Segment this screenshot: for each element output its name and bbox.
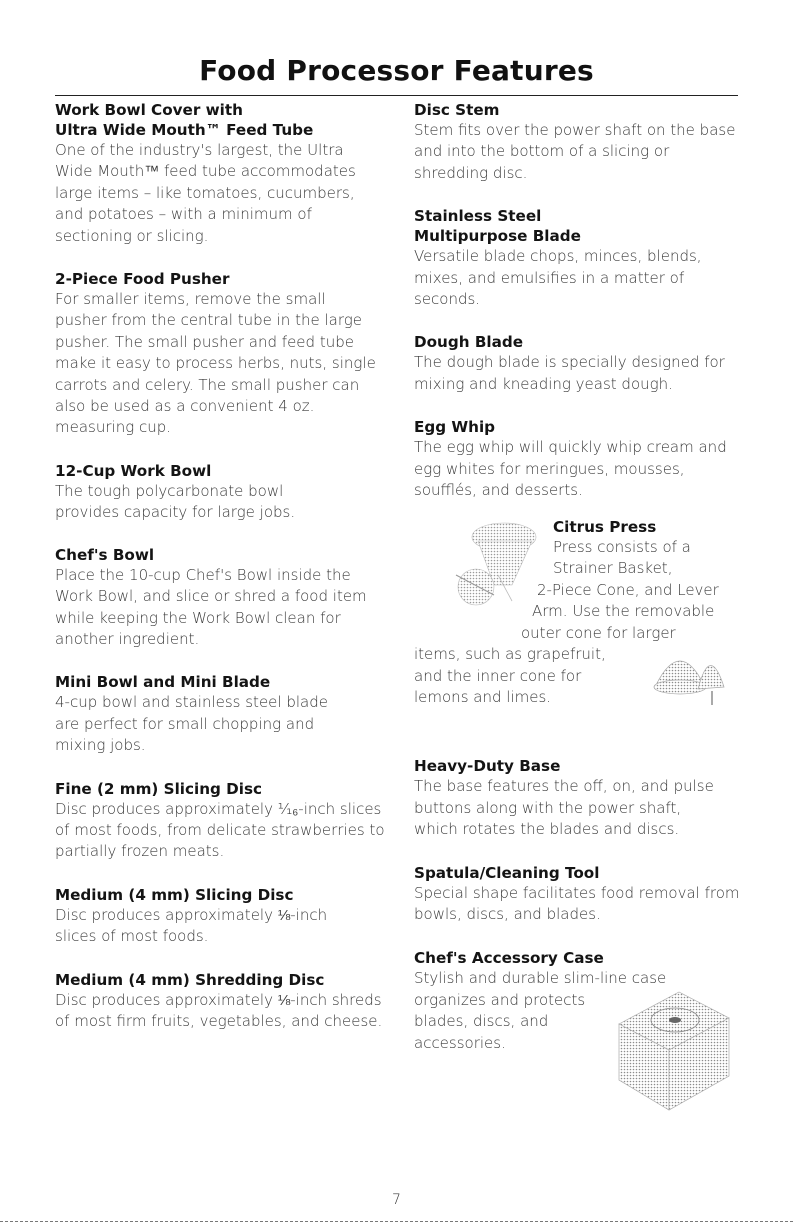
page-bottom-edge <box>0 1221 793 1222</box>
feature-description: Place the 10-cup Chef's Bowl inside the Work Bowl, and slice or shred a food item while keeping the Work Bowl clean for another ingredient. <box>55 565 367 648</box>
feature-description: The tough polycarbonate bowl provides capacity for large jobs. <box>55 481 296 522</box>
accessory-case-illustration <box>599 984 739 1124</box>
right-column <box>414 100 744 1178</box>
feature-fine-slicing-disc <box>55 779 385 863</box>
feature-medium-slicing-disc <box>55 885 385 948</box>
feature-description-line: Stylish and durable slim-line case <box>414 968 667 987</box>
feature-food-pusher <box>55 269 385 439</box>
feature-heading: Disc Stem <box>414 101 500 119</box>
page-number: 7 <box>392 1192 401 1208</box>
feature-accessory-case <box>414 948 744 1178</box>
feature-heading: Mini Bowl and Mini Blade <box>55 673 271 692</box>
feature-heading: Medium (4 mm) Shredding Disc <box>55 970 325 989</box>
feature-description: Special shape facilitates food removal from bowls, discs, and blades. <box>414 883 740 924</box>
feature-description-line: 2-Piece Cone, and Lever <box>537 581 719 600</box>
feature-heading: Ultra Wide Mouth™ Feed Tube <box>55 121 314 139</box>
feature-heading: Chef's Bowl <box>55 545 155 564</box>
feature-heading: Citrus Press <box>553 518 657 537</box>
feature-medium-shredding-disc <box>55 970 385 1033</box>
left-column <box>55 100 385 1050</box>
feature-description: Stem fits over the power shaft on the base and into the bottom of a slicing or shredding disc. <box>414 121 736 182</box>
feature-heavy-duty-base <box>414 756 744 840</box>
feature-heading: Stainless Steel <box>414 207 542 226</box>
feature-spatula <box>414 863 744 926</box>
feature-description-line: accessories. <box>414 1033 506 1052</box>
feature-heading: Spatula/Cleaning Tool <box>414 863 600 882</box>
feature-description-line: Arm. Use the removable <box>532 602 715 621</box>
feature-dough-blade <box>414 332 744 395</box>
feature-heading: Work Bowl Cover with <box>55 101 243 119</box>
feature-citrus-press <box>414 517 744 742</box>
feature-description: The dough blade is specially designed for mixing and kneading yeast dough. <box>414 353 725 393</box>
feature-multipurpose-blade <box>414 206 744 310</box>
feature-heading: Heavy-Duty Base <box>414 757 561 776</box>
feature-description: For smaller items, remove the small pusher from the central tube in the large pusher. The small pusher and feed tube make it easy to process herbs, nuts, single carrots and celery. The small pusher can also be used as a convenient 4 oz. measuring cup. <box>55 290 376 437</box>
page-title: Food Processor Features <box>199 54 594 87</box>
feature-description-line: organizes and protects <box>414 990 586 1009</box>
citrus-cone-illustration <box>650 639 730 711</box>
feature-description: The base features the off, on, and pulse buttons along with the power shaft, which rotates the blades and discs. <box>414 777 714 839</box>
feature-description-line: and the inner cone for <box>414 667 582 686</box>
feature-chefs-bowl <box>55 545 385 651</box>
feature-description: Versatile blade chops, minces, blends, mixes, and emulsifies in a matter of seconds. <box>414 247 702 309</box>
feature-description: The egg whip will quickly whip cream and egg whites for meringues, mousses, soufflés, and desserts. <box>414 438 727 500</box>
feature-description-line: outer cone for larger <box>521 624 676 643</box>
feature-description-line: items, such as grapefruit, <box>414 645 606 664</box>
feature-description: Disc produces approximately ¹⁄₁₆-inch slices of most foods, from delicate strawberries to partially frozen meats. <box>55 799 385 861</box>
feature-description-line: blades, discs, and <box>414 1011 549 1030</box>
feature-description: Disc produces approximately ⅛-inch shreds of most firm fruits, vegetables, and cheese. <box>55 990 383 1030</box>
feature-work-bowl-cover <box>55 100 385 247</box>
feature-description: Disc produces approximately ⅛-inch slices of most foods. <box>55 905 328 946</box>
feature-work-bowl <box>55 461 385 524</box>
feature-description: 4-cup bowl and stainless steel blade are perfect for small chopping and mixing jobs. <box>55 693 328 755</box>
feature-heading: Fine (2 mm) Slicing Disc <box>55 779 263 798</box>
feature-heading: 2-Piece Food Pusher <box>55 270 230 289</box>
feature-disc-stem <box>414 100 744 184</box>
citrus-press-illustration <box>454 517 544 609</box>
feature-heading: Multipurpose Blade <box>414 227 581 246</box>
feature-mini-bowl <box>55 672 385 756</box>
feature-heading: Chef's Accessory Case <box>414 948 604 967</box>
feature-heading: Dough Blade <box>414 333 524 352</box>
feature-egg-whip <box>414 417 744 501</box>
feature-heading: 12-Cup Work Bowl <box>55 461 212 480</box>
feature-description-line: Strainer Basket, <box>553 559 673 578</box>
feature-description-line: Press consists of a <box>553 538 691 557</box>
feature-description-line: lemons and limes. <box>414 688 552 707</box>
feature-heading: Medium (4 mm) Slicing Disc <box>55 885 294 904</box>
feature-description: One of the industry's largest, the Ultra Wide Mouth™ feed tube accommodates large items – like tomatoes, cucumbers, and potatoes – with a minimum of sectioning or slicing. <box>55 141 356 245</box>
feature-heading: Egg Whip <box>414 418 496 437</box>
title-divider <box>55 95 738 96</box>
